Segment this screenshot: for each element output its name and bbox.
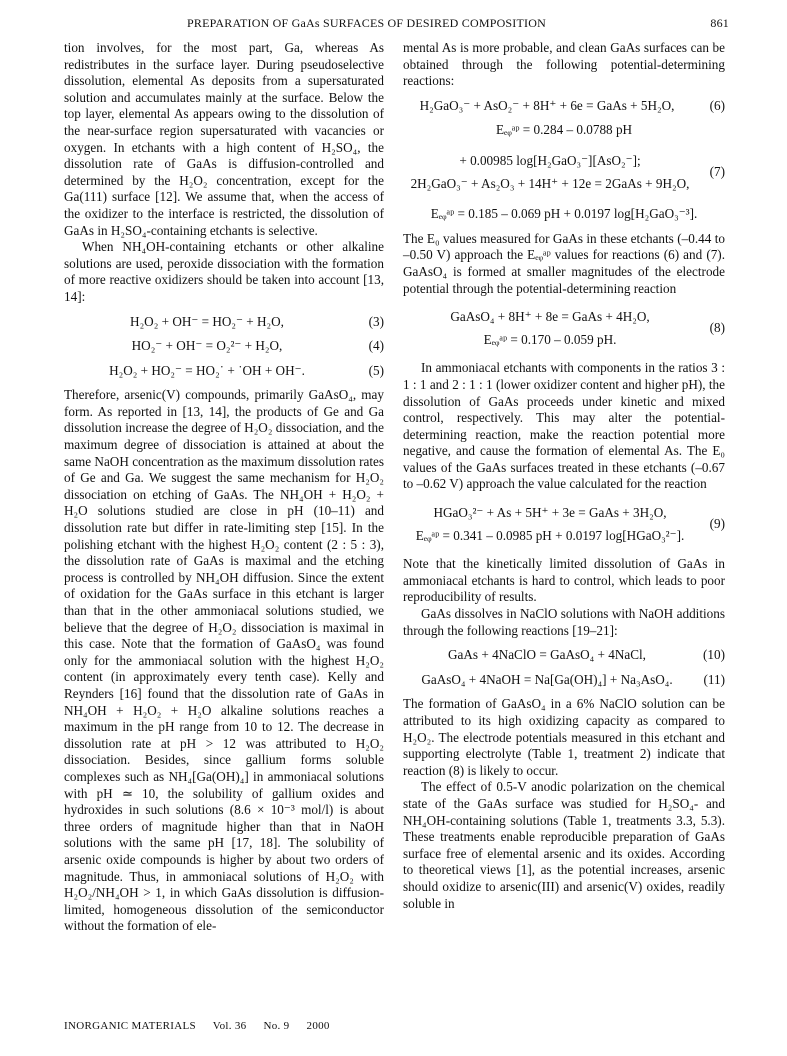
equation-11 [403,672,725,689]
paragraph: The E₀ values measured for GaAs in these etchants (–0.44 to –0.50 V) approach the Eₑᵩᵃᵖ values for reactions (6) and (7). GaAsO₄ is formed at smaller magnitudes of the electrode potential through the potential-determining reaction [403,230,725,296]
equation-6-potential [403,122,725,139]
equation-expression: HO₂⁻ + OH⁻ = O₂²⁻ + H₂O, [131,338,283,354]
left-column [64,40,384,935]
equation-5 [64,363,384,380]
equation-expression: GaAsO₄ + 4NaOH = Na[Ga(OH)₄] + Na₃AsO₄. [421,671,673,687]
equation-4 [64,338,384,355]
equation-expression: H₂O₂ + HO₂⁻ = HO₂˙ + ˙OH + OH⁻. [109,362,305,378]
equation-9 [403,499,725,550]
equation-number: (8) [709,320,725,336]
journal-year: 2000 [306,1020,330,1032]
equation-line: Eₑᵩᵃᵖ = 0.341 – 0.0985 pH + 0.0197 log[HGaO₃²⁻]. [415,527,685,543]
equation-expression: H₂O₂ + OH⁻ = HO₂⁻ + H₂O, [130,313,284,329]
equation-number: (7) [709,164,725,180]
paragraph: tion involves, for the most part, Ga, whereas As redistributes in the surface layer. During pseudoselective dissolution, elemental As deposits from a supersaturated solution and accumulates mainly at the surface. Below the top layer, elemental As appears owing to the dissolution of the near-surface region supersaturated with vacancies or oxygen. In etchants with a high content of H₂SO₄, the dissolution rate of GaAs is diffusion-controlled and determined by the H₂O₂ concentration, except for the Ga(111) surface [12]. We assume that, when the access of the oxidizer to the interface is restricted, the dissolution of GaAs in H₂SO₄-containing etchants is selective. [64,40,384,238]
equation-line: Eₑᵩᵃᵖ = 0.170 – 0.059 pH. [483,331,617,347]
paragraph: mental As is more probable, and clean GaAs surfaces can be obtained through the following potential-determining reactions: [403,40,725,89]
paragraph: In ammoniacal etchants with components in the ratios 3 : 1 : 1 and 2 : 1 : 1 (lower oxidizer content and higher pH), the dissolution of GaAs proceeds under kinetic and mixed control, respectively. This may alter the potential-determining reaction, make the reaction potential more negative, and cause the formation of elemental As. The E₀ values of the GaAs surfaces treated in these etchants (–0.67 to –0.62 V) approach the value calculated for the reaction [403,360,725,492]
equation-line: 2H₂GaO₃⁻ + As₂O₃ + 14H⁺ + 12e = 2GaAs + 9H₂O, [410,175,690,191]
equation-line: + 0.00985 log[H₂GaO₃⁻][AsO₂⁻]; [459,152,641,168]
equation-7 [403,147,725,198]
footer [64,1020,344,1032]
equation-3 [64,314,384,331]
equation-expression: H₂GaO₃⁻ + AsO₂⁻ + 8H⁺ + 6e = GaAs + 5H₂O, [419,97,675,113]
paragraph: GaAs dissolves in NaClO solutions with NaOH additions through the following reactions [19–21]: [403,606,725,638]
equation-7-potential [403,206,725,223]
paragraph: Note that the kinetically limited dissolution of GaAs in ammoniacal etchants is hard to control, which leads to poor reproducibility of results. [403,556,725,605]
equation-line: Eₑᵩᵃᵖ = 0.185 – 0.069 pH + 0.0197 log[H₂GaO₃⁻³]. [430,206,698,222]
equation-number: (3) [368,313,384,329]
paragraph: The formation of GaAsO₄ in a 6% NaClO solution can be attributed to its high oxidizing capacity as compared to H₂O₂. The electrode potentials measured in this etchant and supporting electrolyte (Table 1, treatment 2) indicate that reaction (8) is likely to occur. [403,696,725,778]
equation-10 [403,647,725,664]
running-header [64,12,729,34]
page-number: 861 [710,16,729,30]
equation-6 [403,98,725,115]
equation-number: (5) [368,362,384,378]
equation-line: HGaO₃²⁻ + As + 5H⁺ + 3e = GaAs + 3H₂O, [433,505,667,521]
right-column [403,40,725,912]
equation-expression: GaAs + 4NaClO = GaAsO₄ + 4NaCl, [448,647,646,663]
journal-issue: No. 9 [263,1020,290,1032]
equation-number: (4) [368,338,384,354]
equation-8 [403,303,725,354]
equation-line: Eₑᵩᵃᵖ = 0.284 – 0.0788 pH [495,122,633,138]
equation-number: (6) [709,97,725,113]
journal-name: INORGANIC MATERIALS [64,1020,196,1032]
paragraph: When NH₄OH-containing etchants or other alkaline solutions are used, peroxide dissociation with the formation of more reactive oxidizers should be taken into account [13, 14]: [64,239,384,304]
equation-line: GaAsO₄ + 8H⁺ + 8e = GaAs + 4H₂O, [450,309,650,325]
running-title: PREPARATION OF GaAs SURFACES OF DESIRED COMPOSITION [187,16,546,30]
paragraph: Therefore, arsenic(V) compounds, primarily GaAsO₄, may form. As reported in [13, 14], the products of Ge and Ga dissolution increase the degree of H₂O₂ dissociation, and the maximum degree of dissociation is attained at about the same NaOH concentration as the maximum dissolution rates of Ge and Ga. We suggest the same mechanism for H₂O₂ dissociation on etching of GaAs. The NH₄OH + H₂O₂ + H₂O solutions studied are close in pH (10–11) and dissolution rate but differ in rate-limiting step [15]. In the polishing etchant with the highest H₂O₂ content (2 : 5 : 3), the dissolution rate of GaAs is maximal and the etching process is controlled by NH₄OH diffusion. Since the extent of oxidation for the GaAs surface in this etchant is larger than that in the other ammoniacal solutions studied, we believe that the degree of H₂O₂ dissociation is maximal in this case. Note that the formation of GaAsO₄ was found only for the ammoniacal solution with the highest H₂O₂ content (in approximately every tenth case). Kelly and Reynders [16] found that the dissolution rate of GaAs in NH₄OH + H₂O₂ + H₂O alkaline solutions reaches a maximum in the pH range from 10 to 12. The decrease in dissolution rate at pH > 12 was attributed to H₂O₂ dissociation. Besides, since gallium forms soluble complexes such as NH₄[Ga(OH)₄] in ammoniacal solutions with pH ≃ 10, the solubility of gallium oxides and hydroxides in such solutions (8.6 × 10⁻³ mol/l) is about three orders of magnitude higher than that in NaOH solutions with the same pH [17, 18]. The solubility of arsenic oxide compounds is higher by about two orders of magnitude. Thus, in ammoniacal solutions of H₂O₂ with H₂O₂/NH₄OH > 1, in which GaAs dissolution is diffusion-limited, homogeneous dissolution of the semiconductor without the formation of ele- [64,387,384,934]
journal-volume: Vol. 36 [212,1020,247,1032]
equation-number: (11) [703,671,725,687]
equation-number: (10) [703,647,725,663]
paragraph: The effect of 0.5-V anodic polarization on the chemical state of the GaAs surface was studied for H₂SO₄- and NH₄OH-containing solutions (Table 1, treatments 3.3, 5.3). These treatments enable reproducible preparation of GaAs surface free of elemental arsenic and its oxides. According to theoretical views [1], as the potential increases, arsenic should oxidize to arsenic(III) and arsenic(V) oxides, readily soluble in [403,779,725,911]
equation-number: (9) [709,516,725,532]
